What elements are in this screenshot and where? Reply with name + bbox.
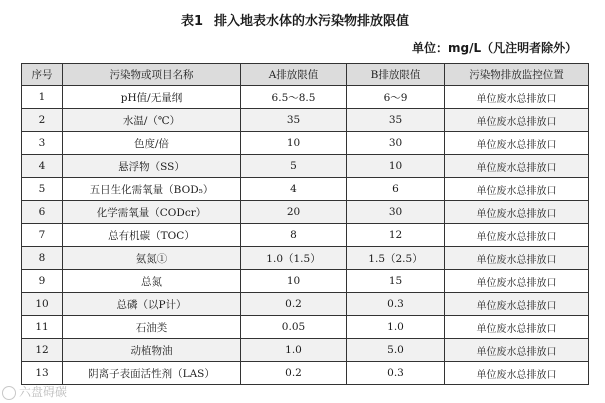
cell-limit-b: 10 — [347, 155, 445, 178]
cell-pollutant-name: 总有机碳（TOC） — [63, 224, 241, 247]
table-row — [22, 224, 589, 247]
cell-monitoring-location: 单位废水总排放口 — [445, 247, 589, 270]
table-title: 排入地表水体的水污染物排放限值 — [214, 14, 410, 29]
cell-serial-no: 1 — [22, 86, 63, 109]
emission-limits-table — [21, 63, 589, 385]
watermark — [2, 383, 67, 400]
header-limit-a: A排放限值 — [241, 64, 347, 86]
cell-monitoring-location: 单位废水总排放口 — [445, 155, 589, 178]
cell-serial-no: 13 — [22, 362, 63, 385]
cell-monitoring-location: 单位废水总排放口 — [445, 293, 589, 316]
table-row — [22, 293, 589, 316]
table-number: 表1 — [181, 14, 204, 29]
cell-pollutant-name: 化学需氧量（CODcr） — [63, 201, 241, 224]
cell-pollutant-name: 悬浮物（SS） — [63, 155, 241, 178]
cell-serial-no: 6 — [22, 201, 63, 224]
cell-limit-b: 0.3 — [347, 362, 445, 385]
header-limit-b: B排放限值 — [347, 64, 445, 86]
cell-limit-b: 12 — [347, 224, 445, 247]
cell-serial-no: 5 — [22, 178, 63, 201]
cell-pollutant-name: 氨氮① — [63, 247, 241, 270]
table-row — [22, 316, 589, 339]
cell-limit-a: 6.5～8.5 — [241, 86, 347, 109]
cell-serial-no: 10 — [22, 293, 63, 316]
cell-limit-b: 15 — [347, 270, 445, 293]
cell-serial-no: 11 — [22, 316, 63, 339]
cell-limit-a: 1.0（1.5） — [241, 247, 347, 270]
cell-pollutant-name: 总磷（以P计） — [63, 293, 241, 316]
cell-monitoring-location: 单位废水总排放口 — [445, 109, 589, 132]
cell-limit-b: 6 — [347, 178, 445, 201]
cell-monitoring-location: 单位废水总排放口 — [445, 86, 589, 109]
cell-monitoring-location: 单位废水总排放口 — [445, 201, 589, 224]
table-row — [22, 155, 589, 178]
cell-pollutant-name: 五日生化需氧量（BOD₅） — [63, 178, 241, 201]
cell-limit-a: 20 — [241, 201, 347, 224]
header-serial-no: 序号 — [22, 64, 63, 86]
cell-serial-no: 2 — [22, 109, 63, 132]
cell-limit-a: 1.0 — [241, 339, 347, 362]
cell-pollutant-name: pH值/无量纲 — [63, 86, 241, 109]
cell-pollutant-name: 总氮 — [63, 270, 241, 293]
cell-pollutant-name: 动植物油 — [63, 339, 241, 362]
table-row — [22, 132, 589, 155]
cell-monitoring-location: 单位废水总排放口 — [445, 178, 589, 201]
cell-pollutant-name: 阴离子表面活性剂（LAS） — [63, 362, 241, 385]
cell-monitoring-location: 单位废水总排放口 — [445, 362, 589, 385]
cell-monitoring-location: 单位废水总排放口 — [445, 339, 589, 362]
header-pollutant-name: 污染物或项目名称 — [63, 64, 241, 86]
cell-pollutant-name: 水温/（℃） — [63, 109, 241, 132]
cell-limit-a: 35 — [241, 109, 347, 132]
cell-limit-b: 30 — [347, 132, 445, 155]
cell-limit-b: 5.0 — [347, 339, 445, 362]
cell-serial-no: 9 — [22, 270, 63, 293]
table-row — [22, 178, 589, 201]
table-row — [22, 362, 589, 385]
cell-limit-b: 35 — [347, 109, 445, 132]
cell-limit-b: 1.5（2.5） — [347, 247, 445, 270]
cell-serial-no: 7 — [22, 224, 63, 247]
cell-monitoring-location: 单位废水总排放口 — [445, 132, 589, 155]
cell-limit-a: 10 — [241, 132, 347, 155]
header-monitoring-location: 污染物排放监控位置 — [445, 64, 589, 86]
table-row — [22, 86, 589, 109]
cell-limit-a: 8 — [241, 224, 347, 247]
cell-serial-no: 8 — [22, 247, 63, 270]
cell-limit-b: 6～9 — [347, 86, 445, 109]
cell-monitoring-location: 单位废水总排放口 — [445, 316, 589, 339]
table-row — [22, 247, 589, 270]
cell-limit-a: 0.2 — [241, 293, 347, 316]
cell-limit-a: 10 — [241, 270, 347, 293]
cell-serial-no: 4 — [22, 155, 63, 178]
cell-limit-a: 0.05 — [241, 316, 347, 339]
watermark-text: 六盘碍碳 — [19, 385, 68, 399]
cell-pollutant-name: 石油类 — [63, 316, 241, 339]
watermark-logo-icon — [2, 386, 16, 400]
table-row — [22, 339, 589, 362]
table-row — [22, 270, 589, 293]
cell-limit-a: 0.2 — [241, 362, 347, 385]
cell-limit-b: 1.0 — [347, 316, 445, 339]
cell-monitoring-location: 单位废水总排放口 — [445, 270, 589, 293]
cell-serial-no: 3 — [22, 132, 63, 155]
table-row — [22, 201, 589, 224]
cell-limit-b: 30 — [347, 201, 445, 224]
cell-pollutant-name: 色度/倍 — [63, 132, 241, 155]
cell-monitoring-location: 单位废水总排放口 — [445, 224, 589, 247]
cell-limit-a: 4 — [241, 178, 347, 201]
cell-limit-b: 0.3 — [347, 293, 445, 316]
cell-serial-no: 12 — [22, 339, 63, 362]
unit-note: 单位：mg/L（凡注明者除外） — [412, 41, 578, 55]
table-header-row — [22, 64, 589, 86]
table-row — [22, 109, 589, 132]
cell-limit-a: 5 — [241, 155, 347, 178]
